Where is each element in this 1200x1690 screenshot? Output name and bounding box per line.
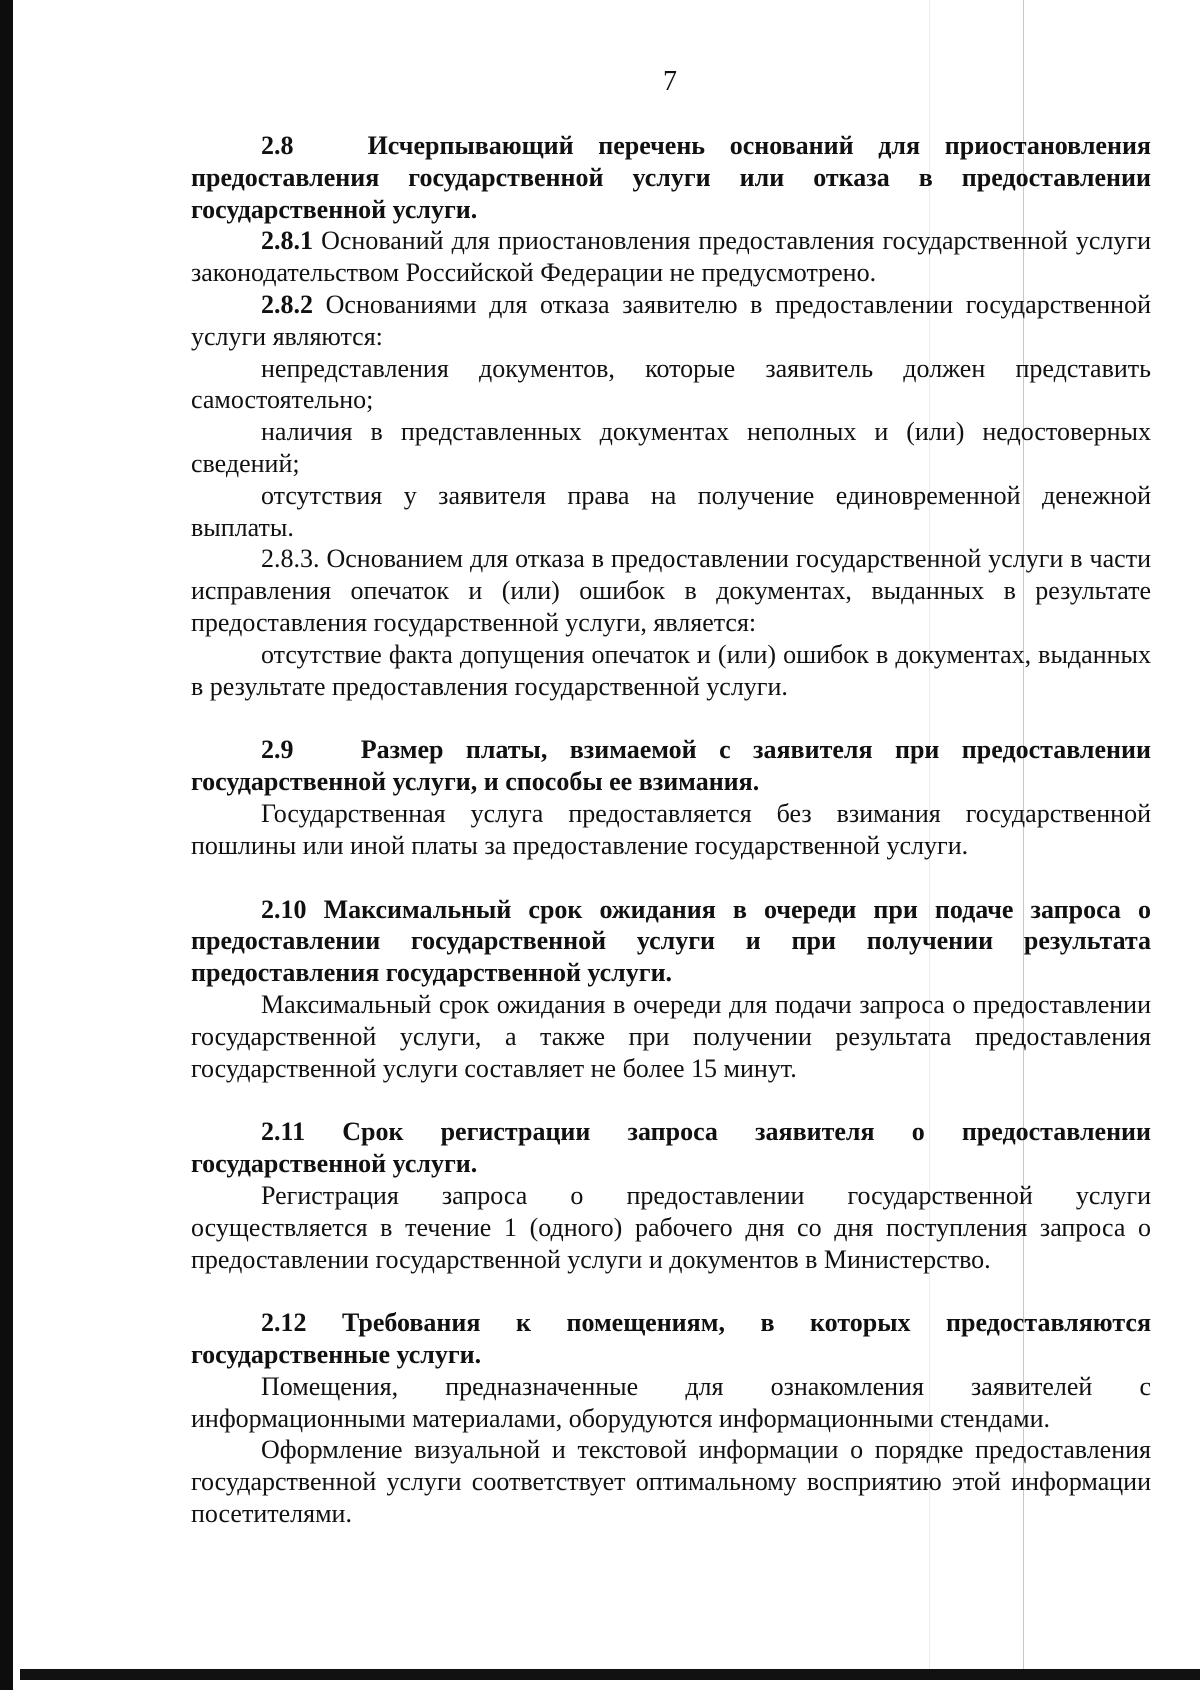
section-number: 2.8 (261, 131, 294, 160)
paragraph: Максимальный срок ожидания в очереди для подачи запроса о предоставлении государственной услуги, а также при получении результата предоставления государственной услуги составляет не более 15 минут. (191, 989, 1151, 1083)
paragraph: наличия в представленных документах неполных и (или) недостоверных сведений; (191, 417, 1151, 478)
paragraph: отсутствия у заявителя права на получение единовременной денежной выплаты. (191, 480, 1151, 542)
paragraph: 2.8.3. Основанием для отказа в предоставлении государственной услуги в части исправления опечаток и (или) ошибок в документах, выданных в результате предоставления государственной услуги, является: (191, 544, 1151, 637)
paragraph: Помещения, предназначенные для ознакомления заявителей с информационными материалами, оборудуются информационными стендами. (191, 1371, 1151, 1433)
paragraph: отсутствие факта допущения опечаток и (или) ошибок в документах, выданных в результате предоставления государственной услуги. (191, 639, 1151, 701)
page-number: 7 (663, 66, 677, 97)
clause-number: 2.8.2 (261, 289, 313, 319)
section-heading (191, 894, 1151, 989)
section-title: Требования к помещениям, в которых предоставляются государственные услуги. (191, 1308, 1152, 1370)
scan-bottom-edge (20, 1669, 1200, 1680)
section-title: Исчерпывающий перечень оснований для приостановления предоставления государственной услуги или отказа в предоставлении государственной услуги. (191, 131, 1152, 224)
paragraph: непредставления документов, которые заявитель должен представить самостоятельно; (191, 353, 1151, 415)
paragraph: Оформление визуальной и текстовой информации о порядке предоставления государственной услуги соответствует оптимальному восприятию этой информации посетителями. (191, 1435, 1151, 1529)
scan-left-edge (0, 0, 13, 1690)
paragraph: 2.8.1 Оснований для приостановления предоставления государственной услуги законодательством Российской Федерации не предусмотрено. (191, 226, 1151, 288)
clause-number: 2.8.1 (261, 226, 313, 256)
section-number: 2.9 (261, 735, 294, 765)
section-heading (191, 1116, 1151, 1180)
paragraph: Регистрация запроса о предоставлении государственной услуги осуществляется в течение 1 (одного) рабочего дня со дня поступления запроса о предоставлении государственной услуги и документов в Министерство. (191, 1180, 1151, 1274)
paragraph: 2.8.2 Основаниями для отказа заявителю в предоставлении государственной услуги являются: (191, 289, 1151, 351)
section-number: 2.12 (261, 1308, 307, 1338)
document-body (191, 130, 1151, 1530)
section-title: Максимальный срок ожидания в очереди при подаче запроса о предоставлении государственной услуги и при получении результата предоставления государственной услуги. (191, 894, 1152, 988)
section-number: 2.11 (261, 1117, 306, 1147)
section-number: 2.10 (261, 894, 307, 924)
paragraph: Государственная услуга предоставляется без взимания государственной пошлины или иной платы за предоставление государственной услуги. (191, 798, 1151, 860)
section-heading (191, 130, 1151, 225)
section-title: Срок регистрации запроса заявителя о предоставлении государственной услуги. (191, 1117, 1152, 1179)
section-heading (191, 1307, 1151, 1371)
section-heading (191, 734, 1151, 798)
section-title: Размер платы, взимаемой с заявителя при предоставлении государственной услуги, и способы ее взимания. (191, 735, 1151, 797)
